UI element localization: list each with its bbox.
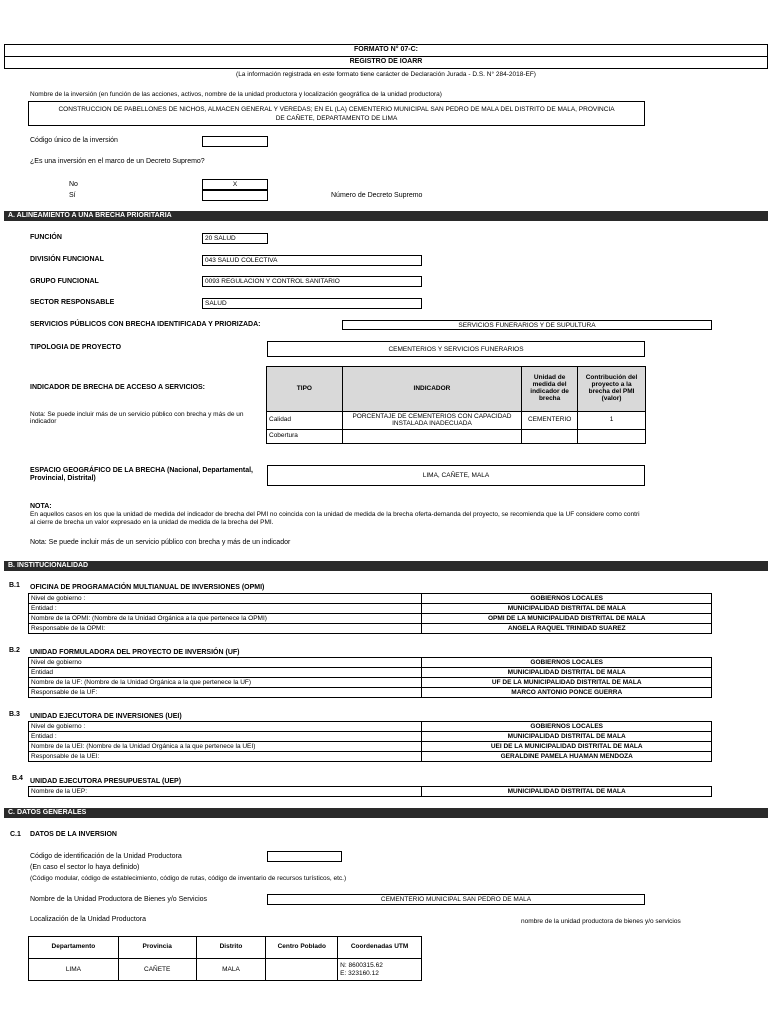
opmi-label-cell: Responsable de la OPMI: (29, 624, 422, 634)
b4-number: B.4 (12, 775, 23, 782)
sector-responsable-label: SECTOR RESPONSABLE (30, 299, 115, 306)
b2-number: B.2 (9, 647, 20, 654)
table-row (29, 732, 712, 742)
table-row (29, 614, 712, 624)
opmi-label-cell: Nivel de gobierno : (29, 594, 422, 604)
numero-decreto-label: Número de Decreto Supremo (331, 192, 423, 199)
tipologia-field[interactable]: CEMENTERIOS Y SERVICIOS FUNERARIOS (267, 341, 645, 357)
loc-distrito-cell[interactable]: MALA (196, 959, 266, 981)
formato-title: FORMATO N° 07-C: (354, 46, 418, 53)
coord-north: N: 8600315.62 (340, 962, 383, 970)
uf-label-cell: Nombre de la UF: (Nombre de la Unidad Orgánica a la que pertenece la UF) (29, 678, 422, 688)
nombre-inversion-line1: CONSTRUCCION DE PABELLONES DE NICHOS, ALMACEN GENERAL Y VEREDAS; EN EL (LA) CEMENTERIO MUNICIPAL SAN PEDRO DE MALA DEL DISTRITO DE MALA, PROVINCIA (58, 106, 615, 113)
uei-value-cell[interactable]: UEI DE LA MUNICIPALIDAD DISTRITAL DE MALA (422, 742, 712, 752)
division-funcional-label: DIVISIÓN FUNCIONAL (30, 256, 104, 263)
servicios-publicos-label: SERVICIOS PÚBLICOS CON BRECHA IDENTIFICADA Y PRIORIZADA: (30, 321, 261, 328)
declaracion-jurada-note: (La información registrada en este formato tiene carácter de Declaración Jurada - D.S. N° 284-2018-EF) (236, 71, 536, 78)
brecha-header-contribucion: Contribución del proyecto a la brecha del PMI (valor) (578, 367, 646, 412)
si-option-field[interactable] (202, 190, 268, 201)
uei-label-cell: Responsable de la UEI: (29, 752, 422, 762)
uei-value-cell[interactable]: MUNICIPALIDAD DISTRITAL DE MALA (422, 732, 712, 742)
nota-line-1: En aquellos casos en los que la unidad de medida del indicador de brecha del PMI no coincida con la unidad de medida de la brecha oferta-demanda del proyecto, se recomienda que la UF considere como contri (30, 511, 640, 518)
opmi-label-cell: Entidad : (29, 604, 422, 614)
decreto-question: ¿Es una inversión en el marco de un Decreto Supremo? (30, 158, 205, 165)
espacio-geografico-label-2: Provincial, Distrital) (30, 475, 96, 482)
brecha-unidad-cell[interactable]: CEMENTERIO (522, 412, 578, 430)
opmi-label-cell: Nombre de la OPMI: (Nombre de la Unidad Orgánica a la que pertenece la OPMI) (29, 614, 422, 624)
section-c-bar: C. DATOS GENERALES (4, 808, 768, 818)
uei-table (28, 721, 712, 762)
table-row (29, 959, 422, 981)
nombre-up-label: Nombre de la Unidad Productora de Bienes y/o Servicios (30, 896, 208, 903)
loc-header-provincia: Provincia (118, 937, 196, 959)
uei-value-cell[interactable]: GOBIERNOS LOCALES (422, 722, 712, 732)
b1-title: OFICINA DE PROGRAMACIÓN MULTIANUAL DE INVERSIONES (OPMI) (30, 584, 265, 591)
nota-final: Nota: Se puede incluir más de un servicio público con brecha y más de un indicador (30, 539, 291, 546)
loc-header-departamento: Departamento (29, 937, 119, 959)
tipologia-label: TIPOLOGIA DE PROYECTO (30, 344, 122, 351)
loc-provincia-cell[interactable]: CAÑETE (118, 959, 196, 981)
section-b-bar: B. INSTITUCIONALIDAD (4, 561, 768, 571)
funcion-label: FUNCIÓN (30, 234, 62, 241)
table-row (29, 624, 712, 634)
uf-label-cell: Nivel de gobierno (29, 658, 422, 668)
uf-value-cell[interactable]: MARCO ANTONIO PONCE GUERRA (422, 688, 712, 698)
section-a-bar: A. ALINEAMIENTO A UNA BRECHA PRIORITARIA (4, 211, 768, 221)
division-funcional-field[interactable]: 043 SALUD COLECTIVA (202, 255, 422, 266)
nombre-up-right-label: nombre de la unidad productora de bienes y/o servicios (521, 918, 681, 925)
uf-table (28, 657, 712, 698)
c1-number: C.1 (10, 831, 21, 838)
loc-header-coordenadas: Coordenadas UTM (338, 937, 422, 959)
loc-coordenadas-cell[interactable] (338, 959, 422, 981)
b2-title: UNIDAD FORMULADORA DEL PROYECTO DE INVERSIÓN (UF) (30, 649, 240, 656)
b4-title: UNIDAD EJECUTORA PRESUPUESTAL (UEP) (30, 778, 182, 785)
uei-label-cell: Nombre de la UEI: (Nombre de la Unidad Orgánica a la que pertenece la UEI) (29, 742, 422, 752)
b3-title: UNIDAD EJECUTORA DE INVERSIONES (UEI) (30, 713, 182, 720)
brecha-tipo-cell: Cobertura (267, 430, 343, 444)
table-row (29, 722, 712, 732)
opmi-value-cell[interactable]: GOBIERNOS LOCALES (422, 594, 712, 604)
header-divider (4, 56, 768, 57)
nombre-inversion-field[interactable] (28, 101, 645, 126)
sector-responsable-field[interactable]: SALUD (202, 298, 422, 309)
brecha-valor-cell[interactable] (578, 430, 646, 444)
nota-indicador: Nota: Se puede incluir más de un servicio público con brecha y más de un indicador (30, 411, 244, 426)
table-row (29, 787, 712, 797)
espacio-geografico-label-1: ESPACIO GEOGRÁFICO DE LA BRECHA (Nacional, Departamental, (30, 467, 253, 474)
uei-label-cell: Nivel de gobierno : (29, 722, 422, 732)
loc-header-centro-poblado: Centro Poblado (266, 937, 338, 959)
nota-line-2: al cierre de brecha un valor expresado en la unidad de medida de la brecha del PMI. (30, 519, 274, 526)
nombre-inversion-label: Nombre de la inversión (en función de las acciones, activos, nombre de la unidad productora y localización geográfica de la unidad productora) (30, 91, 442, 98)
uei-label-cell: Entidad : (29, 732, 422, 742)
loc-departamento-cell[interactable]: LIMA (29, 959, 119, 981)
table-row (29, 658, 712, 668)
coord-east: E: 323160.12 (340, 969, 379, 977)
brecha-table (266, 366, 646, 444)
table-row (29, 752, 712, 762)
uf-label-cell: Responsable de la UF: (29, 688, 422, 698)
sector-definido-note: (En caso el sector lo haya definido) (30, 864, 140, 871)
codigo-up-label: Código de identificación de la Unidad Productora (30, 853, 182, 860)
localizacion-label: Localización de la Unidad Productora (30, 916, 146, 923)
codigo-unico-label: Código único de la inversión (30, 137, 118, 144)
uf-label-cell: Entidad (29, 668, 422, 678)
b1-number: B.1 (9, 582, 20, 589)
no-option-field[interactable]: X (202, 179, 268, 190)
opmi-table (28, 593, 712, 634)
nota-title: NOTA: (30, 503, 52, 510)
opmi-value-cell[interactable]: OPMI DE LA MUNICIPALIDAD DISTRITAL DE MALA (422, 614, 712, 624)
uep-label-cell: Nombre de la UEP: (29, 787, 422, 797)
opmi-value-cell[interactable]: ANGELA RAQUEL TRINIDAD SUAREZ (422, 624, 712, 634)
indicador-brecha-label: INDICADOR DE BRECHA DE ACCESO A SERVICIOS: (30, 384, 206, 391)
brecha-indicador-cell[interactable]: PORCENTAJE DE CEMENTERIOS CON CAPACIDAD INSTALADA INADECUADA (342, 412, 521, 430)
b3-number: B.3 (9, 711, 20, 718)
brecha-tipo-cell: Calidad (267, 412, 343, 430)
uep-value-cell[interactable]: MUNICIPALIDAD DISTRITAL DE MALA (422, 787, 712, 797)
table-row (29, 604, 712, 614)
opmi-value-cell[interactable]: MUNICIPALIDAD DISTRITAL DE MALA (422, 604, 712, 614)
table-row (29, 668, 712, 678)
nombre-inversion-line2: DE CAÑETE, DEPARTAMENTO DE LIMA (275, 115, 398, 122)
table-row (29, 594, 712, 604)
uei-value-cell[interactable]: GERALDINE PAMELA HUAMAN MENDOZA (422, 752, 712, 762)
table-row (29, 742, 712, 752)
servicios-publicos-field[interactable]: SERVICIOS FUNERARIOS Y DE SUPULTURA (342, 320, 712, 330)
brecha-unidad-cell[interactable] (522, 430, 578, 444)
table-row (29, 688, 712, 698)
localizacion-table (28, 936, 422, 981)
nombre-up-field[interactable]: CEMENTERIO MUNICIPAL SAN PEDRO DE MALA (267, 894, 645, 905)
uf-value-cell[interactable]: UF DE LA MUNICIPALIDAD DISTRITAL DE MALA (422, 678, 712, 688)
brecha-row-cobertura (267, 430, 646, 444)
brecha-valor-cell[interactable]: 1 (578, 412, 646, 430)
funcion-field[interactable]: 20 SALUD (202, 233, 268, 244)
table-row (29, 678, 712, 688)
brecha-indicador-cell[interactable] (342, 430, 521, 444)
codigo-unico-field[interactable] (202, 136, 268, 147)
loc-header-distrito: Distrito (196, 937, 266, 959)
no-label: No (69, 181, 78, 188)
espacio-geografico-field[interactable]: LIMA, CAÑETE, MALA (267, 465, 645, 486)
brecha-row-calidad (267, 412, 646, 430)
brecha-header-indicador: INDICADOR (342, 367, 521, 412)
grupo-funcional-label: GRUPO FUNCIONAL (30, 278, 99, 285)
c1-title: DATOS DE LA INVERSION (30, 831, 117, 838)
uf-value-cell[interactable]: MUNICIPALIDAD DISTRITAL DE MALA (422, 668, 712, 678)
uep-table (28, 786, 712, 797)
brecha-header-unidad: Unidad de medida del indicador de brecha (522, 367, 578, 412)
si-label: Sí (69, 192, 76, 199)
brecha-header-tipo: TIPO (267, 367, 343, 412)
codigo-detalle-note: (Código modular, código de establecimiento, código de rutas, código de inventario de recursos turísticos, etc.) (30, 875, 347, 882)
codigo-up-field[interactable] (267, 851, 342, 862)
grupo-funcional-field[interactable]: 0093 REGULACION Y CONTROL SANITARIO (202, 276, 422, 287)
registro-title: REGISTRO DE IOARR (349, 58, 423, 65)
uf-value-cell[interactable]: GOBIERNOS LOCALES (422, 658, 712, 668)
loc-centro-poblado-cell[interactable] (266, 959, 338, 981)
